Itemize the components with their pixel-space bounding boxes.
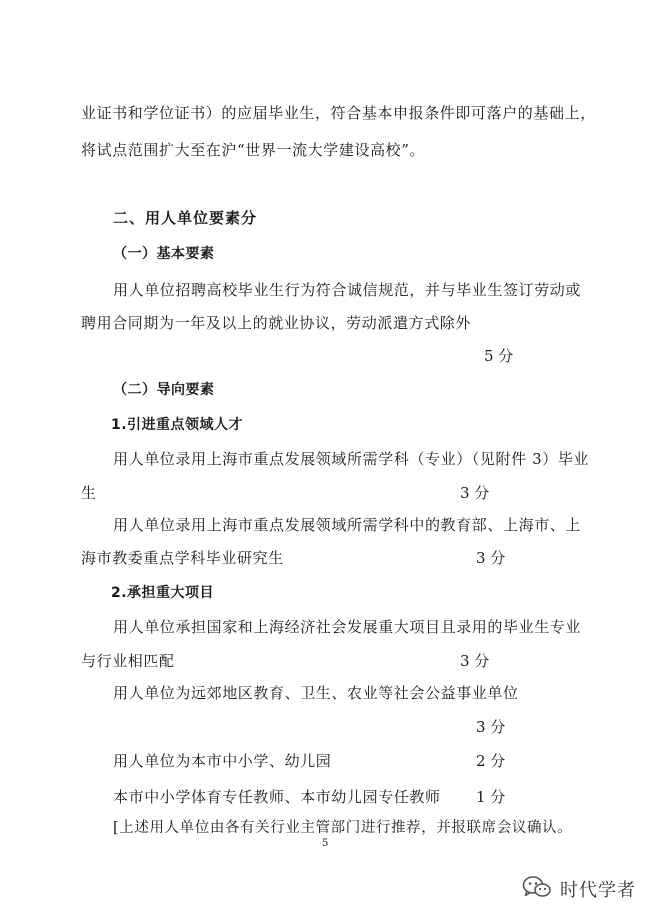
subsection-heading-basic: （一）基本要素	[113, 246, 215, 262]
subsection-heading-guide: （二）导向要素	[113, 382, 215, 398]
talent-b-line-2: 海市教委重点学科毕业研究生	[81, 549, 284, 567]
projects-c-score: 2 分	[476, 752, 506, 770]
recommendation-note: [上述用人单位由各有关行业主管部门进行推荐，并报联席会议确认。	[113, 820, 573, 836]
projects-b-text: 用人单位为远郊地区教育、卫生、农业等社会公益事业单位	[113, 684, 519, 702]
basic-text-line-2: 聘用合同期为一年及以上的就业协议，劳动派遣方式除外	[81, 314, 472, 332]
projects-c-text: 用人单位为本市中小学、幼儿园	[113, 752, 332, 770]
wechat-icon	[522, 875, 552, 903]
watermark	[522, 875, 636, 903]
basic-score: 5 分	[484, 347, 514, 365]
talent-a-line-2: 生	[81, 484, 97, 502]
intro-line-1: 业证书和学位证书）的应届毕业生，符合基本申报条件即可落户的基础上，	[81, 104, 596, 122]
item-heading-projects: 2.承担重大项目	[111, 585, 215, 601]
page-number: 5	[322, 838, 329, 849]
talent-a-line-1: 用人单位录用上海市重点发展领域所需学科（专业）（见附件 3）毕业	[113, 450, 590, 468]
item-heading-talent: 1.引进重点领域人才	[111, 417, 244, 433]
talent-a-score: 3 分	[460, 484, 490, 502]
projects-d-score: 1 分	[476, 788, 506, 806]
projects-a-line-1: 用人单位承担国家和上海经济社会发展重大项目且录用的毕业生专业	[113, 618, 582, 636]
basic-text-line-1: 用人单位招聘高校毕业生行为符合诚信规范，并与毕业生签订劳动或	[113, 281, 582, 299]
projects-a-score: 3 分	[460, 652, 490, 670]
talent-b-score: 3 分	[476, 549, 506, 567]
projects-a-line-2: 与行业相匹配	[81, 652, 175, 670]
watermark-text: 时代学者	[560, 880, 636, 901]
section-heading: 二、用人单位要素分	[113, 209, 258, 227]
talent-b-line-1: 用人单位录用上海市重点发展领域所需学科中的教育部、上海市、上	[113, 516, 582, 534]
intro-line-2: 将试点范围扩大至在沪“世界一流大学建设高校”。	[81, 141, 426, 159]
projects-b-score: 3 分	[476, 718, 506, 736]
projects-d-text: 本市中小学体育专任教师、本市幼儿园专任教师	[113, 788, 441, 806]
